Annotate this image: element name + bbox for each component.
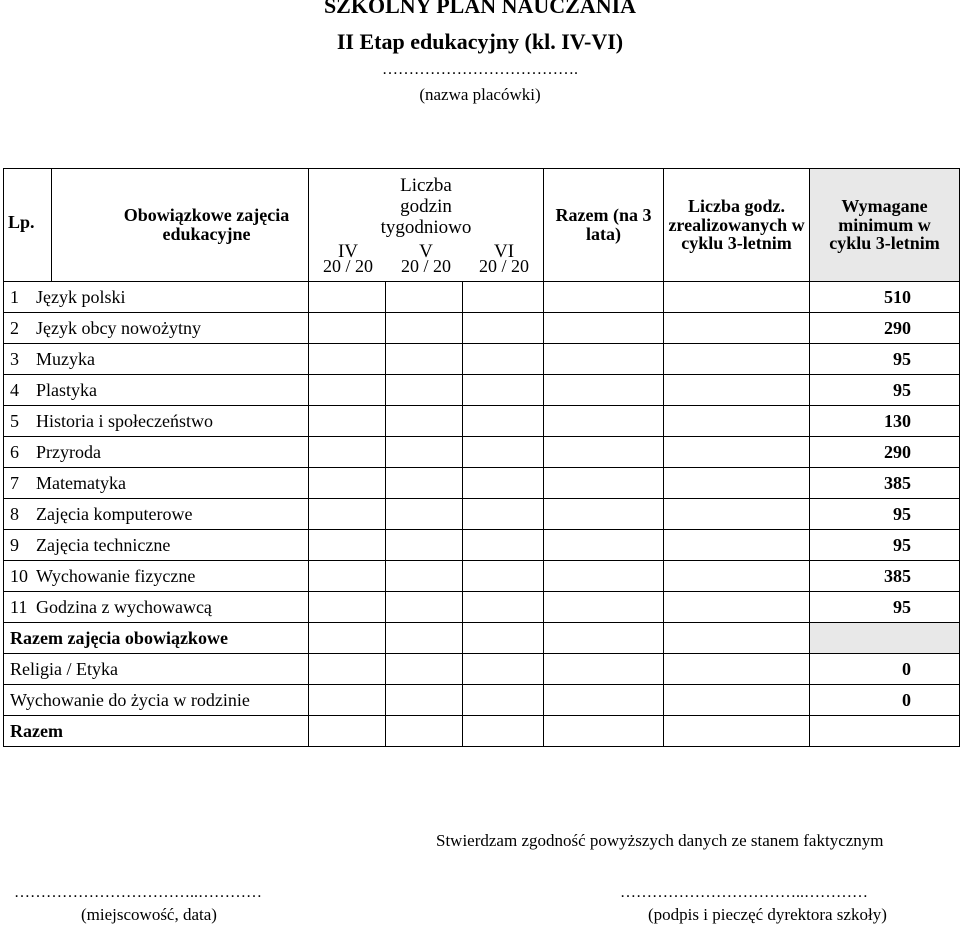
header-hours-label: Liczba godzin tygodniowo bbox=[380, 175, 472, 238]
row-number: 10 bbox=[10, 565, 28, 586]
hours-v-cell[interactable] bbox=[386, 561, 463, 592]
header-lp: Lp. bbox=[4, 169, 52, 282]
total-cell[interactable] bbox=[544, 716, 664, 747]
institution-name-blank: ………………………………. bbox=[382, 61, 578, 78]
subject-name: Zajęcia techniczne bbox=[36, 534, 171, 555]
minimum-value: 130 bbox=[810, 406, 960, 437]
row-number: 8 bbox=[10, 503, 19, 524]
hours-v-cell[interactable] bbox=[386, 685, 463, 716]
family-education-label: Wychowanie do życia w rodzinie bbox=[4, 685, 309, 716]
hours-vi-cell[interactable] bbox=[463, 654, 544, 685]
subject-name: Muzyka bbox=[36, 348, 95, 369]
realized-cell[interactable] bbox=[664, 530, 810, 561]
realized-cell[interactable] bbox=[664, 437, 810, 468]
hours-vi-cell[interactable] bbox=[463, 499, 544, 530]
place-date-blank: ……………………………..………… bbox=[14, 884, 262, 901]
row-number: 7 bbox=[10, 472, 19, 493]
hours-vi-cell[interactable] bbox=[463, 406, 544, 437]
hours-v-cell[interactable] bbox=[386, 468, 463, 499]
realized-cell[interactable] bbox=[664, 282, 810, 313]
realized-cell[interactable] bbox=[664, 344, 810, 375]
header-minimum: Wymagane minimum w cyklu 3-letnim bbox=[810, 169, 960, 282]
minimum-cell bbox=[810, 716, 960, 747]
minimum-value: 95 bbox=[810, 375, 960, 406]
row-number: 4 bbox=[10, 379, 19, 400]
total-cell[interactable] bbox=[544, 685, 664, 716]
subject-name: Język obcy nowożytny bbox=[36, 317, 201, 338]
total-cell[interactable] bbox=[544, 437, 664, 468]
header-hours bbox=[309, 169, 544, 282]
hours-v-cell[interactable] bbox=[386, 654, 463, 685]
hours-iv-cell[interactable] bbox=[309, 623, 386, 654]
total-cell[interactable] bbox=[544, 313, 664, 344]
signature-blank: ……………………………..………… bbox=[620, 884, 868, 901]
realized-cell[interactable] bbox=[664, 468, 810, 499]
hours-v-cell[interactable] bbox=[386, 716, 463, 747]
table-row bbox=[4, 499, 960, 530]
grand-total-label: Razem bbox=[4, 716, 309, 747]
minimum-value: 0 bbox=[810, 654, 960, 685]
hours-v-cell[interactable] bbox=[386, 437, 463, 468]
table-row bbox=[4, 468, 960, 499]
table-row-family bbox=[4, 685, 960, 716]
hours-vi-cell[interactable] bbox=[463, 592, 544, 623]
hours-vi-cell[interactable] bbox=[463, 344, 544, 375]
hours-vi-cell[interactable] bbox=[463, 623, 544, 654]
realized-cell[interactable] bbox=[664, 499, 810, 530]
religion-label: Religia / Etyka bbox=[4, 654, 309, 685]
total-cell[interactable] bbox=[544, 282, 664, 313]
minimum-value: 0 bbox=[810, 685, 960, 716]
row-number: 6 bbox=[10, 441, 19, 462]
grade-v: V bbox=[419, 241, 433, 262]
table-row-mandatory-total bbox=[4, 623, 960, 654]
hours-v-cell[interactable] bbox=[386, 313, 463, 344]
minimum-value: 385 bbox=[810, 468, 960, 499]
header-subject: Obowiązkowe zajęcia edukacyjne bbox=[52, 169, 309, 282]
subject-name: Plastyka bbox=[36, 379, 97, 400]
hours-vi-cell[interactable] bbox=[463, 282, 544, 313]
total-cell[interactable] bbox=[544, 468, 664, 499]
hours-v-cell[interactable] bbox=[386, 375, 463, 406]
total-cell[interactable] bbox=[544, 406, 664, 437]
table-row bbox=[4, 592, 960, 623]
subject-name: Przyroda bbox=[36, 441, 101, 462]
subject-name: Język polski bbox=[36, 286, 126, 307]
total-cell[interactable] bbox=[544, 375, 664, 406]
table-row bbox=[4, 344, 960, 375]
hours-v-cell[interactable] bbox=[386, 499, 463, 530]
hours-vi-cell[interactable] bbox=[463, 561, 544, 592]
hours-v-cell[interactable] bbox=[386, 282, 463, 313]
hours-iv-cell[interactable] bbox=[309, 344, 386, 375]
header-realized: Liczba godz. zrealizowanych w cyklu 3-letnim bbox=[664, 169, 810, 282]
total-cell[interactable] bbox=[544, 654, 664, 685]
hours-iv-cell[interactable] bbox=[309, 530, 386, 561]
hours-vi-cell[interactable] bbox=[463, 716, 544, 747]
school-year-iv: 20 / 20 bbox=[322, 256, 373, 276]
realized-cell[interactable] bbox=[664, 561, 810, 592]
row-number: 11 bbox=[10, 596, 28, 617]
table-row-grand-total bbox=[4, 716, 960, 747]
hours-iv-cell[interactable] bbox=[309, 716, 386, 747]
row-number: 3 bbox=[10, 348, 19, 369]
hours-v-cell[interactable] bbox=[386, 592, 463, 623]
table-row-religion bbox=[4, 654, 960, 685]
school-year-v: 20 / 20 bbox=[400, 256, 451, 276]
hours-vi-cell[interactable] bbox=[463, 375, 544, 406]
table-row bbox=[4, 561, 960, 592]
minimum-value: 510 bbox=[810, 282, 960, 313]
table-row bbox=[4, 406, 960, 437]
hours-iv-cell[interactable] bbox=[309, 561, 386, 592]
subject-name: Zajęcia komputerowe bbox=[36, 503, 193, 524]
realized-cell[interactable] bbox=[664, 406, 810, 437]
total-cell[interactable] bbox=[544, 592, 664, 623]
realized-cell[interactable] bbox=[664, 623, 810, 654]
row-number: 2 bbox=[10, 317, 19, 338]
row-number: 5 bbox=[10, 410, 19, 431]
hours-iv-cell[interactable] bbox=[309, 468, 386, 499]
mandatory-total-label: Razem zajęcia obowiązkowe bbox=[4, 623, 309, 654]
total-cell[interactable] bbox=[544, 623, 664, 654]
total-cell[interactable] bbox=[544, 499, 664, 530]
table-header-row bbox=[4, 169, 960, 282]
minimum-value: 95 bbox=[810, 592, 960, 623]
minimum-value: 290 bbox=[810, 313, 960, 344]
hours-v-cell[interactable] bbox=[386, 344, 463, 375]
hours-vi-cell[interactable] bbox=[463, 468, 544, 499]
table-row bbox=[4, 375, 960, 406]
grade-iv: IV bbox=[337, 241, 359, 262]
school-year-vi: 20 / 20 bbox=[478, 256, 529, 276]
realized-cell[interactable] bbox=[664, 375, 810, 406]
hours-iv-cell[interactable] bbox=[309, 654, 386, 685]
hours-v-cell[interactable] bbox=[386, 530, 463, 561]
hours-vi-cell[interactable] bbox=[463, 313, 544, 344]
realized-cell[interactable] bbox=[664, 592, 810, 623]
hours-iv-cell[interactable] bbox=[309, 406, 386, 437]
realized-cell[interactable] bbox=[664, 654, 810, 685]
subject-name: Historia i społeczeństwo bbox=[36, 410, 213, 431]
header-school-years bbox=[309, 257, 543, 276]
minimum-value: 385 bbox=[810, 561, 960, 592]
hours-iv-cell[interactable] bbox=[309, 375, 386, 406]
hours-vi-cell[interactable] bbox=[463, 530, 544, 561]
total-cell[interactable] bbox=[544, 344, 664, 375]
hours-vi-cell[interactable] bbox=[463, 685, 544, 716]
subject-name: Matematyka bbox=[36, 472, 126, 493]
header-total: Razem (na 3 lata) bbox=[544, 169, 664, 282]
place-date-caption: (miejscowość, data) bbox=[81, 905, 217, 924]
realized-cell[interactable] bbox=[664, 716, 810, 747]
row-number: 1 bbox=[10, 286, 19, 307]
signature-caption: (podpis i pieczęć dyrektora szkoły) bbox=[648, 905, 887, 924]
hours-iv-cell[interactable] bbox=[309, 313, 386, 344]
realized-cell[interactable] bbox=[664, 313, 810, 344]
table-row bbox=[4, 530, 960, 561]
table-row bbox=[4, 313, 960, 344]
hours-vi-cell[interactable] bbox=[463, 437, 544, 468]
realized-cell[interactable] bbox=[664, 685, 810, 716]
hours-iv-cell[interactable] bbox=[309, 499, 386, 530]
subject-name: Godzina z wychowawcą bbox=[36, 596, 212, 617]
hours-iv-cell[interactable] bbox=[309, 437, 386, 468]
row-number: 9 bbox=[10, 534, 19, 555]
hours-v-cell[interactable] bbox=[386, 406, 463, 437]
institution-name-caption: (nazwa placówki) bbox=[419, 85, 541, 104]
certification-statement: Stwierdzam zgodność powyższych danych ze stanem faktycznym bbox=[436, 831, 884, 850]
hours-iv-cell[interactable] bbox=[309, 592, 386, 623]
minimum-value: 95 bbox=[810, 344, 960, 375]
hours-iv-cell[interactable] bbox=[309, 685, 386, 716]
minimum-value: 290 bbox=[810, 437, 960, 468]
document-title: SZKOLNY PLAN NAUCZANIA bbox=[323, 0, 637, 18]
total-cell[interactable] bbox=[544, 561, 664, 592]
table-row bbox=[4, 437, 960, 468]
subject-name: Wychowanie fizyczne bbox=[36, 565, 196, 586]
total-cell[interactable] bbox=[544, 530, 664, 561]
minimum-value: 95 bbox=[810, 499, 960, 530]
document-subtitle: II Etap edukacyjny (kl. IV-VI) bbox=[336, 29, 624, 54]
grade-vi: VI bbox=[493, 241, 515, 262]
minimum-cell-shaded bbox=[810, 623, 960, 654]
minimum-value: 95 bbox=[810, 530, 960, 561]
hours-v-cell[interactable] bbox=[386, 623, 463, 654]
table-row bbox=[4, 282, 960, 313]
hours-iv-cell[interactable] bbox=[309, 282, 386, 313]
curriculum-table bbox=[3, 168, 960, 747]
